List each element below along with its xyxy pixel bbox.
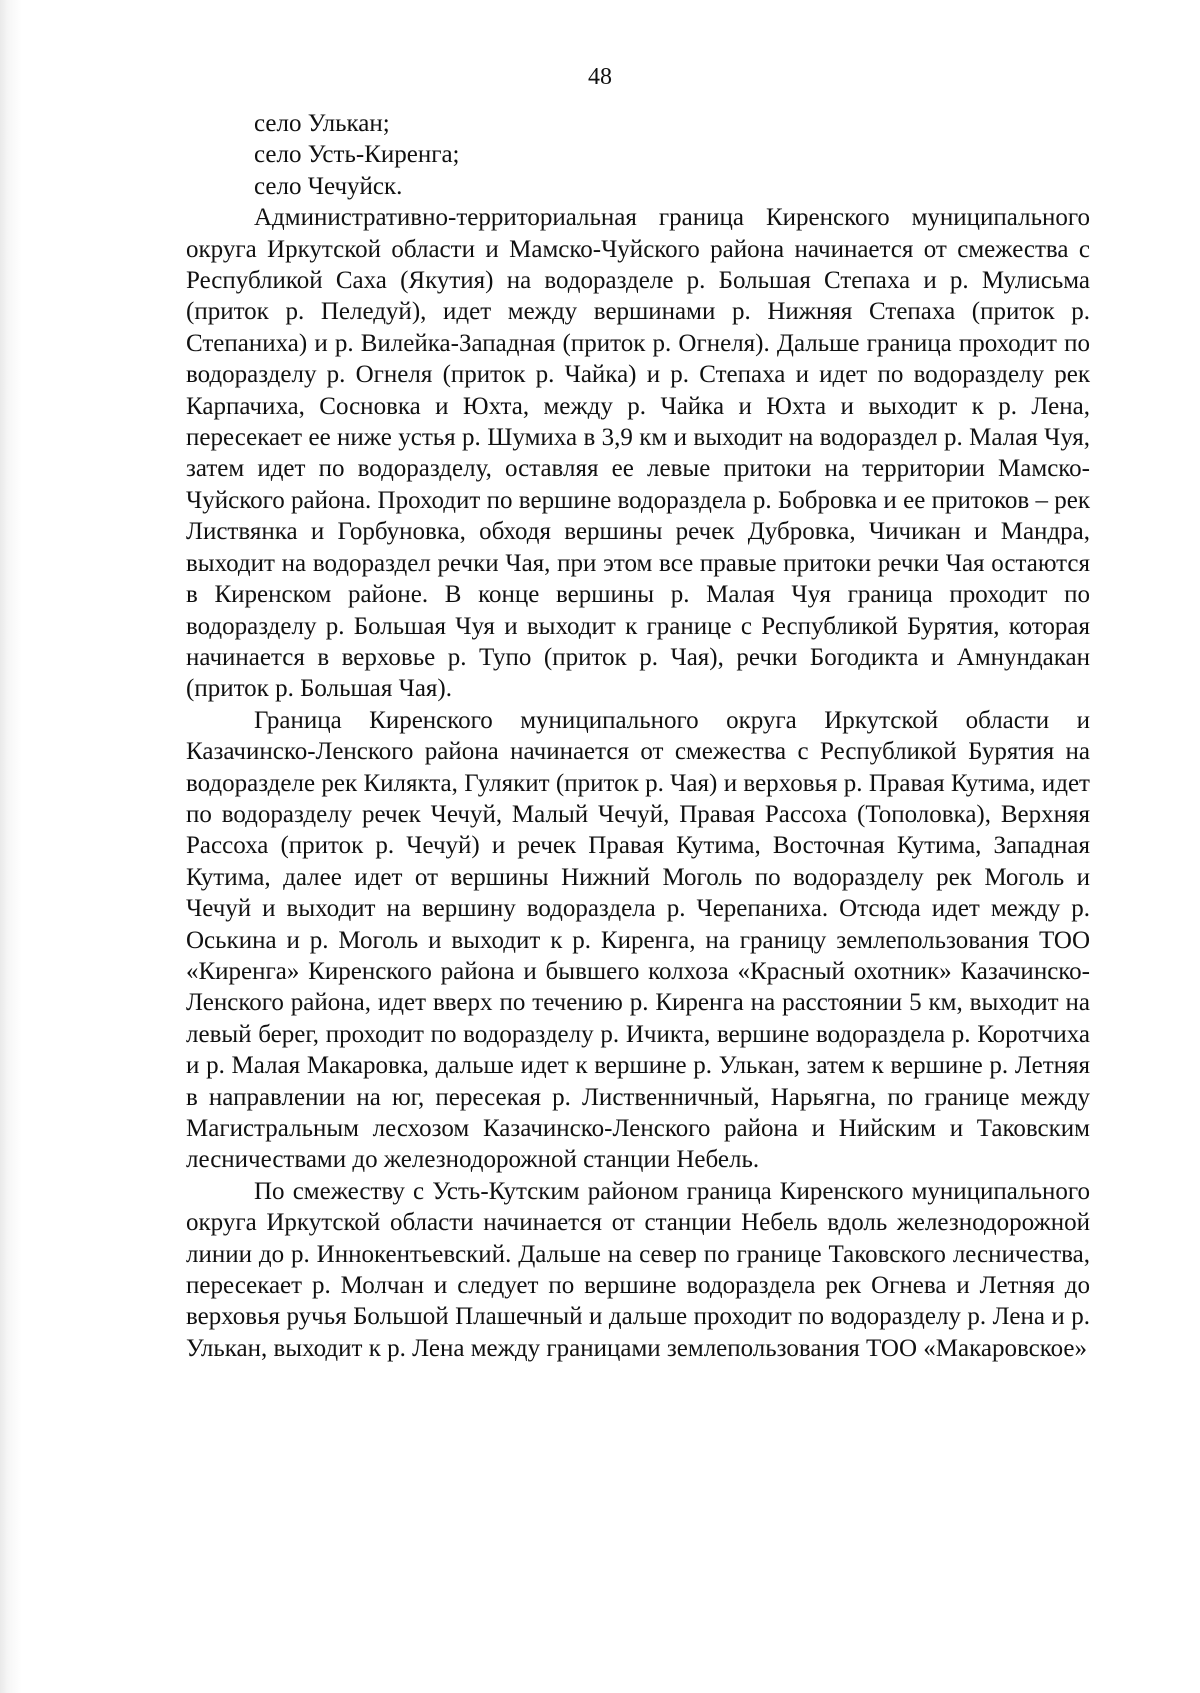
scan-edge (0, 0, 22, 1693)
page-number: 48 (588, 64, 612, 90)
paragraph-mamsko-chuisky-border: Административно-территориальная граница Киренского муниципального округа Иркутской области и Мамско-Чуйского района начинается от смежества с Республикой Саха (Якутия) на водоразделе р. Большая Степаха и р. Мулисьма (приток р. Пеледуй), идет между вершинами р. Нижняя Степаха (приток р. Степаниха) и р. Вилейка-Западная (приток р. Огнеля). Дальше граница проходит по водоразделу р. Огнеля (приток р. Чайка) и р. Степаха и идет по водоразделу рек Карпачиха, Сосновка и Юхта, между р. Чайка и Юхта и выходит к р. Лена, пересекает ее ниже устья р. Шумиха в 3,9 км и выходит на водораздел р. Малая Чуя, затем идет по водоразделу, оставляя ее левые притоки на территории Мамско-Чуйского района. Проходит по вершине водораздела р. Бобровка и ее притоков – рек Листвянка и Горбуновка, обходя вершины речек Дубровка, Чичикан и Мандра, выходит на водораздел речки Чая, при этом все правые притоки речки Чая остаются в Киренском районе. В конце вершины р. Малая Чуя граница проходит по водоразделу р. Большая Чуя и выходит к границе с Республикой Бурятия, которая начинается в верховье р. Тупо (приток р. Чая), речки Богодикта и Амнундакан (приток р. Большая Чая). (186, 204, 1090, 703)
settlement-line: село Чечуйск. (254, 172, 403, 200)
settlement-line: село Улькан; (254, 110, 390, 137)
paragraph-ust-kutsky-border: По смежеству с Усть-Кутским районом граница Киренского муниципального округа Иркутской области начинается от станции Небель вдоль железнодорожной линии до р. Иннокентьевский. Дальше на север по границе Таковского лесничества, пересекает р. Молчан и следует по вершине водораздела рек Огнева и Летняя до верховья ручья Большой Плашечный и дальше проходит по водоразделу р. Лена и р. Улькан, выходит к р. Лена между границами землепользования ТОО «Макаровское» (186, 1177, 1090, 1362)
paragraph-kazachinsko-lensky-border: Граница Киренского муниципального округа Иркутской области и Казачинско-Ленского района начинается от смежества с Республикой Бурятия на водоразделе рек Килякта, Гулякит (приток р. Чая) и верховья р. Правая Кутима, идет по водоразделу речек Чечуй, Малый Чечуй, Правая Рассоха (Тополовка), Верхняя Рассоха (приток р. Чечуй) и речек Правая Кутима, Восточная Кутима, Западная Кутима, далее идет от вершины Нижний Моголь по водоразделу рек Моголь и Чечуй и выходит на вершину водораздела р. Черепаниха. Отсюда идет между р. Оськина и р. Моголь и выходит к р. Киренга, на границу землепользования ТОО «Киренга» Киренского района и бывшего колхоза «Красный охотник» Казачинско-Ленского района, идет вверх по течению р. Киренга на расстоянии 5 км, выходит на левый берег, проходит по водоразделу р. Ичикта, вершине водораздела р. Коротчиха и р. Малая Макаровка, дальше идет к вершине р. Улькан, затем к вершине р. Летняя в направлении на юг, пересекая р. Лиственничный, Нарьягна, по границе между Магистральным лесхозом Казачинско-Ленского района и Нийским и Таковским лесничествами до железнодорожной станции Небель. (186, 706, 1090, 1174)
document-body (186, 108, 1090, 1364)
settlement-line: село Усть-Киренга; (254, 141, 460, 169)
